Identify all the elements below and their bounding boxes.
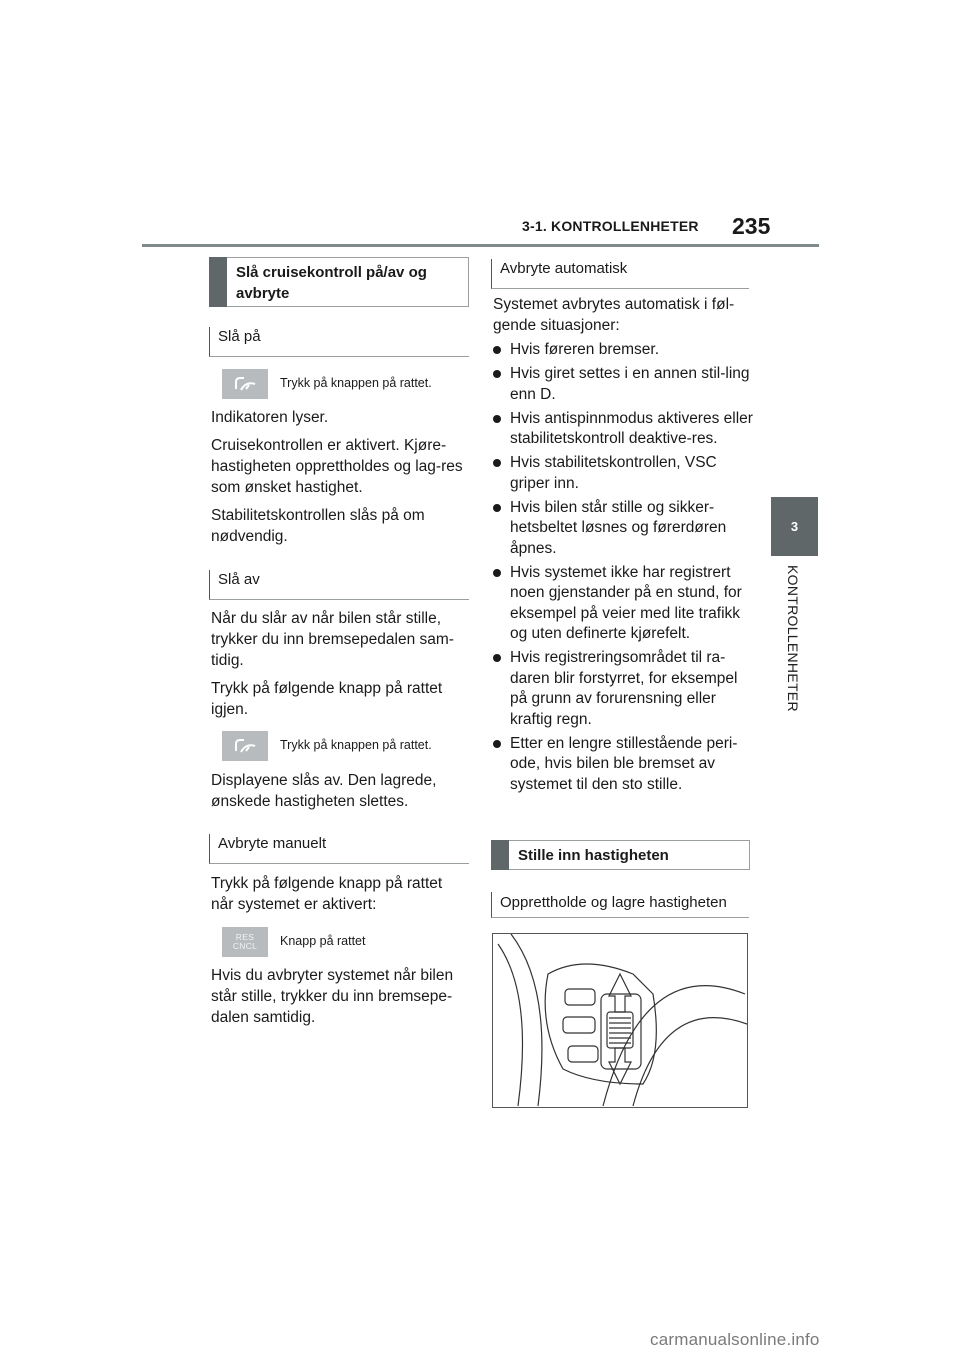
list-item: Etter en lengre stillestående peri-ode, hvis bilen ble bremset av systemet til den sto stille. — [493, 734, 755, 796]
section-heading-cruise-on-off — [209, 257, 469, 307]
paragraph-activated: Cruisekontrollen er aktivert. Kjøre-hastigheten opprettholdes og lag-res som ønsket hastighet. — [211, 437, 463, 496]
heading-text: Slå cruisekontroll på/av og avbryte — [236, 264, 427, 302]
cruise-control-button-icon — [222, 731, 268, 761]
subheading-auto — [491, 259, 749, 289]
paragraph-off-2: Trykk på følgende knapp på rattet igjen. — [211, 680, 443, 718]
chapter-tab-label: KONTROLLENHETER — [785, 565, 801, 712]
paragraph-displays: Displayene slås av. Den lagrede, ønskede hastigheten slettes. — [211, 772, 437, 810]
button-row-off — [222, 731, 472, 761]
heading-bar — [209, 257, 227, 307]
subheading-text: Opprettholde og lagre hastigheten — [500, 894, 727, 911]
header-rule — [142, 244, 819, 247]
subheading-text: Avbryte automatisk — [500, 260, 628, 277]
subheading-text: Avbryte manuelt — [218, 835, 327, 852]
page-number: 235 — [732, 213, 771, 239]
button-caption: Trykk på knappen på rattet. — [280, 376, 432, 390]
list-item: Hvis antispinnmodus aktiveres eller stabilitetskontroll deaktive-res. — [493, 409, 755, 450]
paragraph-auto: Systemet avbrytes automatisk i føl-gende situasjoner: — [493, 296, 735, 334]
button-caption: Trykk på knappen på rattet. — [280, 738, 432, 752]
list-item: Hvis giret settes i en annen stil-ling enn D. — [493, 364, 755, 405]
button-row-on — [222, 369, 472, 399]
paragraph-off-1: Når du slår av når bilen står stille, trykker du inn bremsepedalen sam-tidig. — [211, 610, 454, 669]
res-cncl-button-icon — [222, 927, 268, 957]
footer-watermark: carmanualsonline.info — [650, 1330, 820, 1349]
heading-bar — [491, 840, 509, 870]
paragraph-manual-2: Hvis du avbryter systemet når bilen står stille, trykker du inn bremsepe-dalen samtidig. — [211, 967, 454, 1026]
subheading-keep-speed — [491, 892, 749, 918]
paragraph-stability: Stabilitetskontrollen slås på om nødvendig. — [211, 507, 425, 545]
res-cncl-label: RES CNCL — [232, 932, 258, 951]
steering-wheel-illustration — [492, 933, 748, 1108]
cruise-control-button-icon — [222, 369, 268, 399]
section-title: 3-1. KONTROLLENHETER — [522, 218, 699, 234]
paragraph-indicator: Indikatoren lyser. — [211, 409, 329, 426]
subheading-text: Slå på — [218, 328, 261, 345]
button-row-res-cncl — [222, 927, 472, 957]
list-item: Hvis bilen står stille og sikker-hetsbeltet løsnes og førerdøren åpnes. — [493, 498, 755, 560]
subheading-on — [209, 327, 469, 357]
subheading-off — [209, 570, 469, 600]
auto-cancel-list — [493, 340, 755, 799]
button-caption: Knapp på rattet — [280, 934, 366, 948]
list-item: Hvis registreringsområdet til ra-daren blir forstyrret, for eksempel på grunn av forurensning eller kraftig regn. — [493, 648, 755, 730]
list-item: Hvis systemet ikke har registrert noen gjenstander på en stund, for eksempel på veier med lite trafikk og uten definerte kjørefelt. — [493, 563, 755, 645]
list-item: Hvis føreren bremser. — [493, 340, 755, 361]
section-heading-speed — [491, 840, 750, 870]
list-item: Hvis stabilitetskontrollen, VSC griper inn. — [493, 453, 755, 494]
subheading-manual — [209, 834, 469, 864]
chapter-tab-number: 3 — [771, 497, 818, 556]
paragraph-manual: Trykk på følgende knapp på rattet når systemet er aktivert: — [211, 875, 443, 913]
subheading-text: Slå av — [218, 571, 260, 588]
steering-wheel-controls-drawing — [493, 934, 747, 1107]
heading-text: Stille inn hastigheten — [518, 847, 669, 864]
